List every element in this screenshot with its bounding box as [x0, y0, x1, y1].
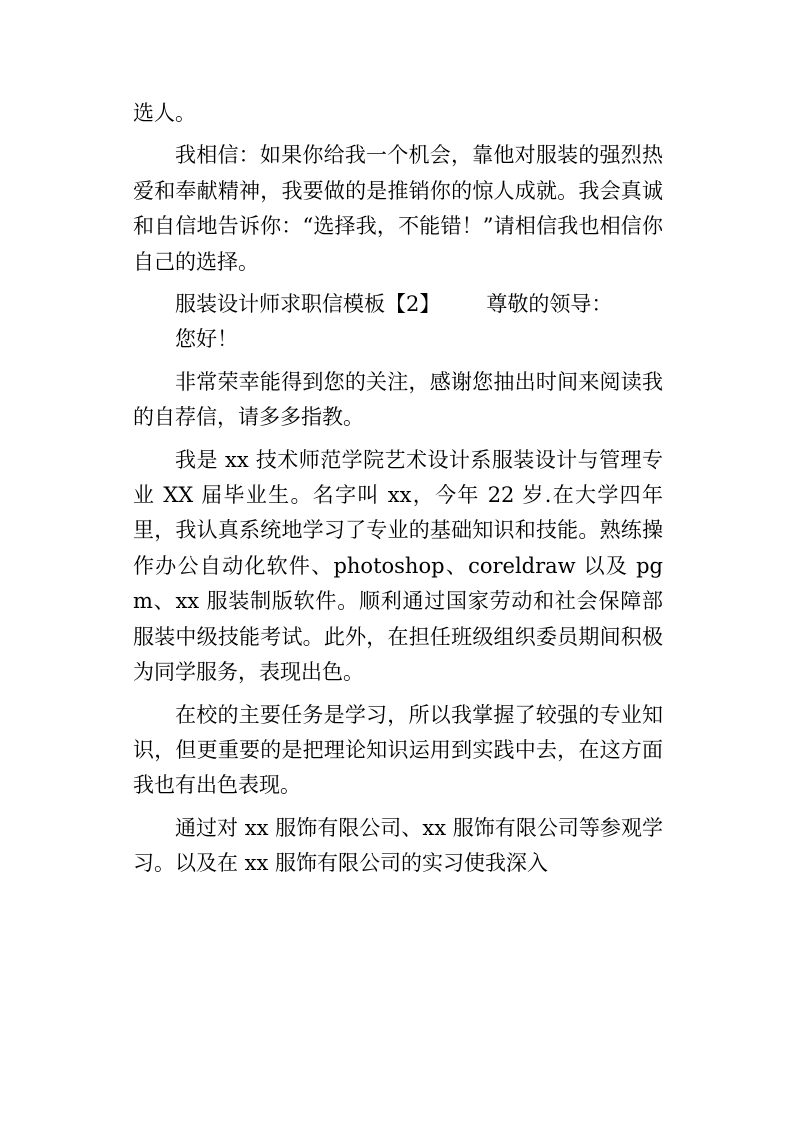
greeting: 您好！	[175, 327, 238, 352]
paragraph-continuation: 选人。	[133, 101, 196, 125]
section-heading-line	[133, 287, 663, 322]
paragraph-thanks: 非常荣幸能得到您的关注，感谢您抽出时间来阅读我的自荐信，请多多指教。	[133, 369, 663, 430]
paragraph-study: 在校的主要任务是学习，所以我掌握了较强的专业知识，但更重要的是把理论知识运用到实践中去，在这方面我也有出色表现。	[133, 702, 663, 798]
paragraph-confidence: 我相信：如果你给我一个机会，靠他对服装的强烈热爱和奉献精神，我要做的是推销你的惊人成就。我会真诚和自信地告诉你：“选择我，不能错！”请相信我也相信你自己的选择。	[133, 143, 663, 274]
paragraph-introduction: 我是 xx 技术师范学院艺术设计系服装设计与管理专业 XX 届毕业生。名字叫 xx，今年 22 岁.在大学四年里，我认真系统地学习了专业的基础知识和技能。熟练操作办公自动化软件、photoshop、coreldraw 以及 pgm、xx 服装制版软件。顺利通过国家劳动和社会保障部服装中级技能考试。此外，在担任班级组织委员期间积极为同学服务，表现出色。	[133, 447, 663, 685]
salutation: 尊敬的领导：	[486, 292, 613, 317]
section-title: 服装设计师求职信模板【2】	[175, 292, 441, 317]
document-body	[133, 96, 663, 882]
paragraph-internship: 通过对 xx 服饰有限公司、xx 服饰有限公司等参观学习。以及在 xx 服饰有限公司的实习使我深入	[133, 815, 663, 876]
